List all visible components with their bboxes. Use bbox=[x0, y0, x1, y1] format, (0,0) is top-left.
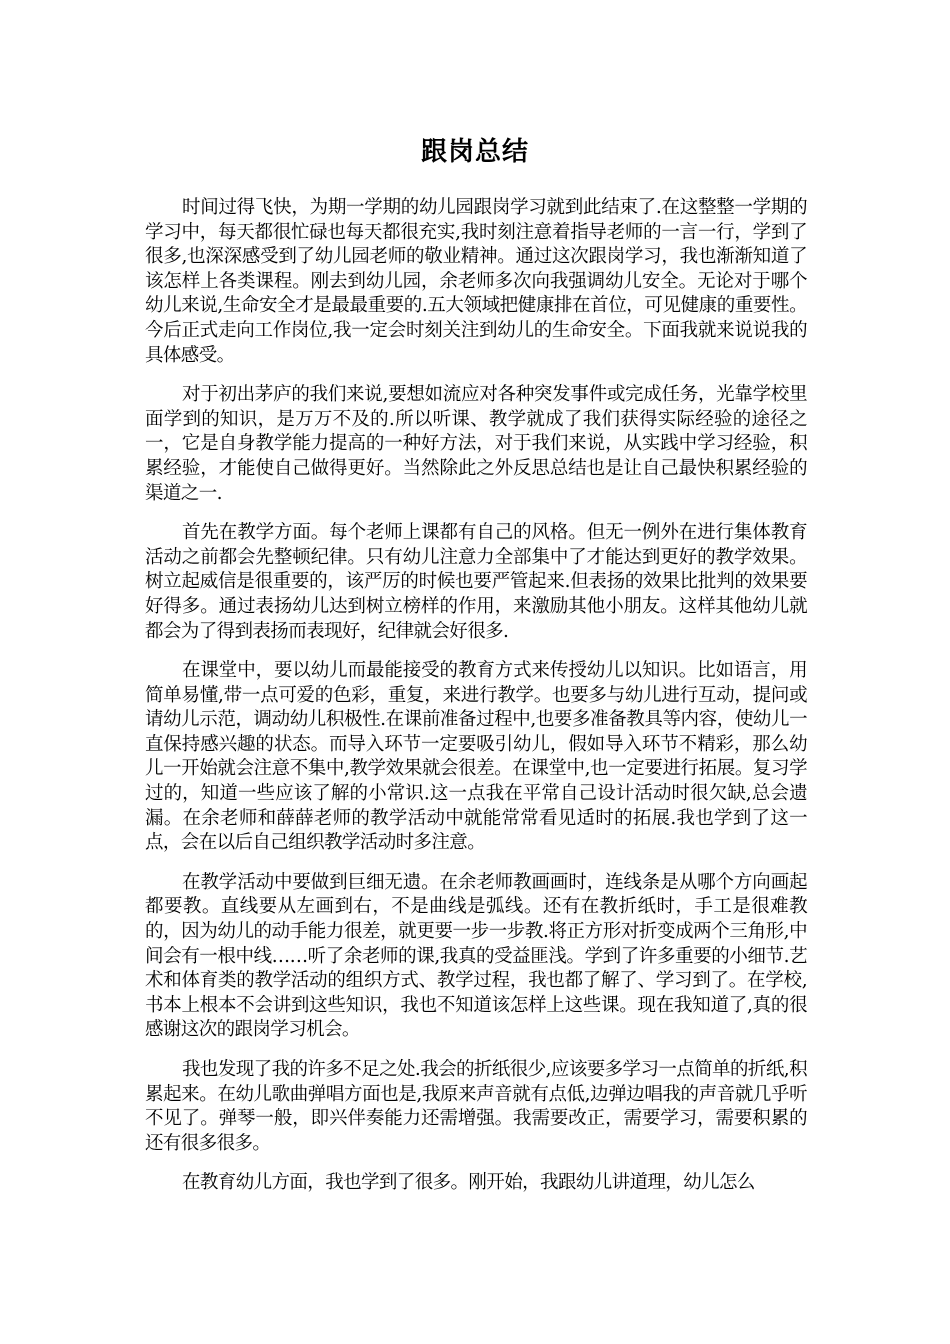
paragraph-experience: 对于初出茅庐的我们来说,要想如流应对各种突发事件或完成任务，光靠学校里面学到的知识，是万万不及的.所以听课、教学就成了我们获得实际经验的途径之一，它是自身教学能力提高的一种好方法，对于我们来说，从实践中学习经验，积累经验，才能使自己做得更好。当然除此之外反思总结也是让自己最快积累经验的渠道之一. bbox=[145, 384, 807, 504]
paragraph-shortcomings: 我也发现了我的许多不足之处.我会的折纸很少,应该要多学习一点简单的折纸,积累起来。在幼儿歌曲弹唱方面也是,我原来声音就有点低,边弹边唱我的声音就几乎听不见了。弹琴一般，即兴伴奏能力还需增强。我需要改正，需要学习，需要积累的还有很多很多。 bbox=[145, 1059, 807, 1154]
paragraph-intro: 时间过得飞快，为期一学期的幼儿园跟岗学习就到此结束了.在这整整一学期的学习中，每天都很忙碌也每天都很充实,我时刻注意着指导老师的一言一行，学到了很多,也深深感受到了幼儿园老师的敬业精神。通过这次跟岗学习，我也渐渐知道了该怎样上各类课程。刚去到幼儿园，余老师多次向我强调幼儿安全。无论对于哪个幼儿来说,生命安全才是最最重要的.五大领域把健康排在首位，可见健康的重要性。今后正式走向工作岗位,我一定会时刻关注到幼儿的生命安全。下面我就来说说我的具体感受。 bbox=[145, 197, 807, 366]
document-title: 跟岗总结 bbox=[420, 137, 529, 167]
document-body bbox=[145, 196, 807, 1211]
paragraph-classroom: 在课堂中，要以幼儿而最能接受的教育方式来传授幼儿以知识。比如语言，用简单易懂,带一点可爱的色彩，重复，来进行教学。也要多与幼儿进行互动，提问或请幼儿示范，调动幼儿积极性.在课前准备过程中,也要多准备教具等内容，使幼儿一直保持感兴趣的状态。而导入环节一定要吸引幼儿，假如导入环节不精彩，那么幼儿一开始就会注意不集中,教学效果就会很差。在课堂中,也一定要进行拓展。复习学过的，知道一些应该了解的小常识.这一点我在平常自己设计活动时很欠缺,总会遗漏。在余老师和薛薛老师的教学活动中就能常常看见适时的拓展.我也学到了这一点，会在以后自己组织教学活动时多注意。 bbox=[145, 660, 807, 854]
paragraph-details: 在教学活动中要做到巨细无遗。在余老师教画画时，连线条是从哪个方向画起都要教。直线要从左画到右，不是曲线是弧线。还有在教折纸时，手工是很难教的，因为幼儿的动手能力很差，就更要一步一步教.将正方形对折变成两个三角形,中间会有一根中线……听了余老师的课,我真的受益匪浅。学到了许多重要的小细节.艺术和体育类的教学活动的组织方式、教学过程，我也都了解了、学习到了。在学校,书本上根本不会讲到这些知识，我也不知道该怎样上这些课。现在我知道了,真的很感谢这次的跟岗学习机会。 bbox=[145, 871, 807, 1041]
paragraph-education: 在教育幼儿方面，我也学到了很多。刚开始，我跟幼儿讲道理，幼儿怎么 bbox=[182, 1172, 755, 1194]
paragraph-teaching: 首先在教学方面。每个老师上课都有自己的风格。但无一例外在进行集体教育活动之前都会先整顿纪律。只有幼儿注意力全部集中了才能达到更好的教学效果。树立起威信是很重要的，该严厉的时候也要严管起来.但表扬的效果比批判的效果要好得多。通过表扬幼儿达到树立榜样的作用，来激励其他小朋友。这样其他幼儿就都会为了得到表扬而表现好，纪律就会好很多. bbox=[145, 522, 807, 642]
